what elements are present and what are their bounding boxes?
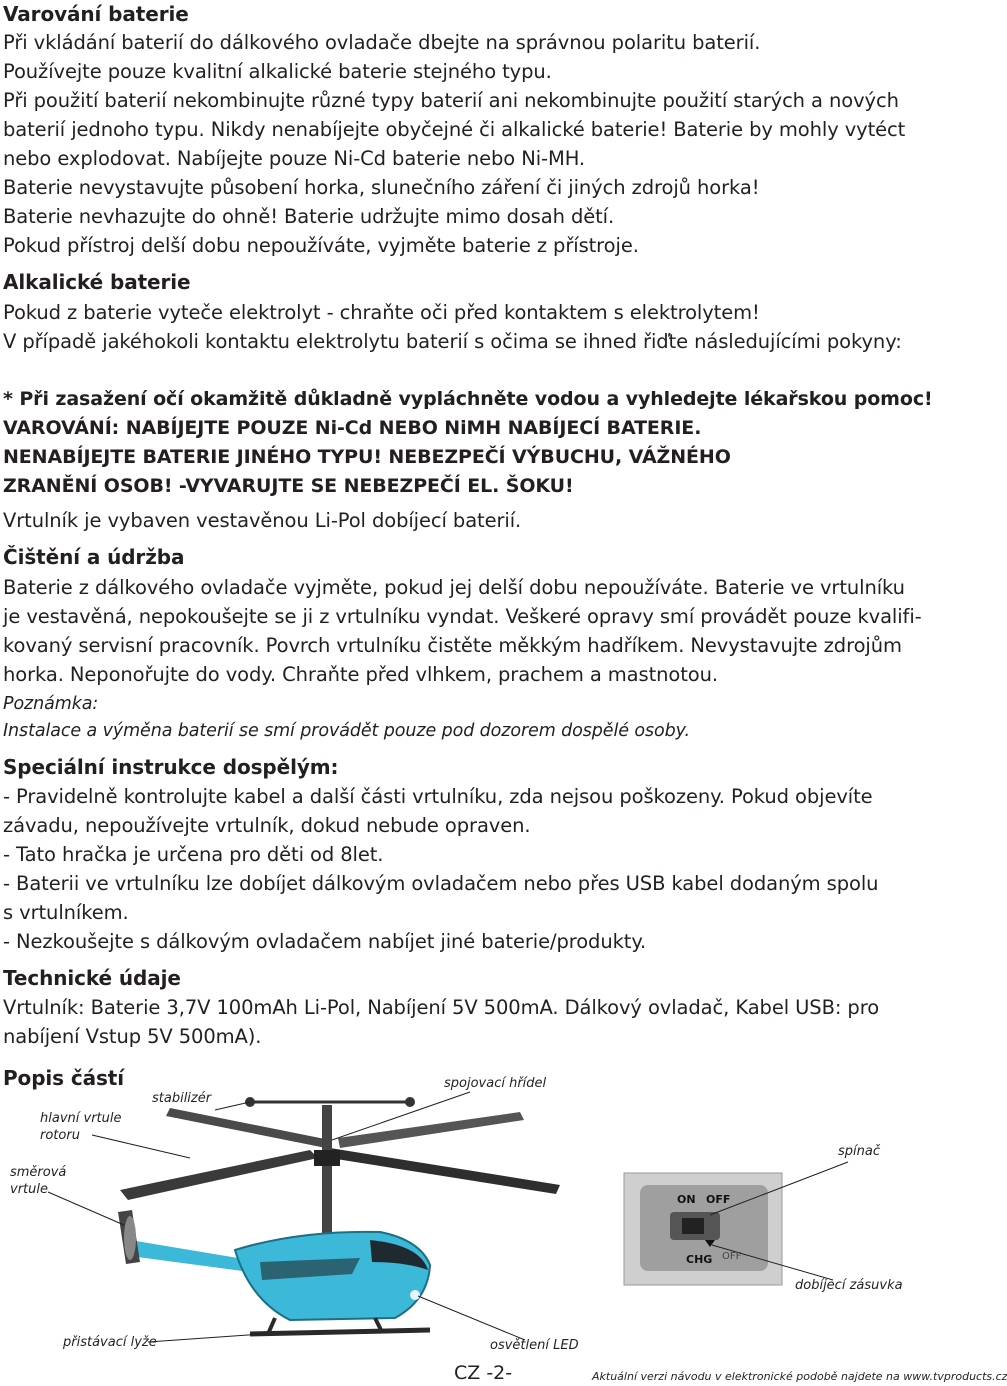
alkaline-heading: Alkalické baterie [3, 270, 191, 294]
warning-line: * Při zasažení očí okamžitě důkladně vypláchněte vodou a vyhledejte lékařskou pomoc! [3, 388, 933, 410]
text-line: Při použití baterií nekombinujte různé typy baterií ani nekombinujte použití starých a nových [3, 89, 899, 112]
text-line: - Nezkoušejte s dálkovým ovladačem nabíjet jiné baterie/produkty. [3, 930, 647, 953]
built-in-battery-text: Vrtulník je vybaven vestavěnou Li-Pol dobíjecí baterií. [3, 509, 522, 532]
text-line: - Pravidelně kontrolujte kabel a další části vrtulníku, zda nejsou poškozeny. Pokud objevíte [3, 785, 873, 808]
tech-heading: Technické údaje [3, 966, 181, 990]
switch-on-mark: ON [677, 1193, 696, 1206]
note-text: Instalace a výměna baterií se smí provádět pouze pod dozorem dospělé osoby. [3, 721, 690, 741]
parts-heading: Popis částí [3, 1066, 125, 1090]
text-line: Baterie nevystavujte působení horka, slunečního záření či jiných zdrojů horka! [3, 176, 760, 199]
switch-chg-mark: CHG [686, 1253, 713, 1266]
text-line: - Tato hračka je určena pro děti od 8let. [3, 843, 384, 866]
text-line: baterií jednoho typu. Nikdy nenabíjejte obyčejné či alkalické baterie! Baterie by mohly vytéct [3, 118, 906, 141]
cleaning-heading: Čištění a údržba [3, 545, 185, 569]
text-line: kovaný servisní pracovník. Povrch vrtulníku čistěte měkkým hadříkem. Nevystavujte zdrojům [3, 634, 902, 657]
warning-line: NENABÍJEJTE BATERIE JINÉHO TYPU! NEBEZPEČÍ VÝBUCHU, VÁŽNÉHO [3, 446, 731, 468]
label-stabilizer: stabilizér [152, 1091, 212, 1106]
text-line: Baterie nevhazujte do ohně! Baterie udržujte mimo dosah dětí. [3, 205, 615, 228]
battery-warning-heading: Varování baterie [3, 2, 189, 26]
label-skid: přistávací lyže [63, 1335, 157, 1350]
text-line: závadu, nepoužívejte vrtulník, dokud nebude opraven. [3, 814, 531, 837]
label-tail-rotor-2: vrtule [10, 1182, 48, 1197]
label-led: osvětlení LED [490, 1338, 579, 1353]
helicopter-image [118, 1097, 560, 1334]
switch-image [624, 1173, 782, 1285]
switch-off-mark: OFF [706, 1193, 731, 1206]
note-label: Poznámka: [3, 694, 99, 714]
text-line: nabíjení Vstup 5V 500mA). [3, 1025, 262, 1048]
text-line: horka. Neponořujte do vody. Chraňte před vlhkem, prachem a mastnotou. [3, 663, 718, 686]
text-line: je vestavěná, nepokoušejte se ji z vrtulníku vyndat. Veškeré opravy smí provádět pouze kvalifi- [3, 605, 922, 628]
text-line: nebo explodovat. Nabíjejte pouze Ni-Cd baterie nebo Ni-MH. [3, 147, 586, 170]
text-line: Používejte pouze kvalitní alkalické baterie stejného typu. [3, 60, 552, 83]
text-line: Při vkládání baterií do dálkového ovladače dbejte na správnou polaritu baterií. [3, 31, 761, 54]
label-main-rotor-2: rotoru [40, 1128, 80, 1143]
warning-line: VAROVÁNÍ: NABÍJEJTE POUZE Ni-Cd NEBO NiMH NABÍJECÍ BATERIE. [3, 417, 702, 439]
text-line: Baterie z dálkového ovladače vyjměte, pokud jej delší dobu nepoužíváte. Baterie ve vrtulníku [3, 576, 905, 599]
text-line: - Baterii ve vrtulníku lze dobíjet dálkovým ovladačem nebo přes USB kabel dodaným spolu [3, 872, 879, 895]
text-line: Vrtulník: Baterie 3,7V 100mAh Li-Pol, Nabíjení 5V 500mA. Dálkový ovladač, Kabel USB: pro [3, 996, 880, 1019]
label-shaft: spojovací hřídel [444, 1076, 547, 1091]
text-line: Pokud z baterie vyteče elektrolyt - chraňte oči před kontaktem s elektrolytem! [3, 301, 760, 324]
warning-line: ZRANĚNÍ OSOB! -VYVARUJTE SE NEBEZPEČÍ EL. ŠOKU! [3, 475, 574, 497]
adult-heading: Speciální instrukce dospělým: [3, 755, 339, 779]
label-tail-rotor: směrová [10, 1165, 67, 1180]
label-switch: spínač [838, 1144, 880, 1159]
footer-note: Aktuální verzi návodu v elektronické podobě najdete na www.tvproducts.cz [592, 1370, 1007, 1383]
page-number: CZ -2- [454, 1362, 513, 1384]
text-line: V případě jakéhokoli kontaktu elektrolytu baterií s očima se ihned řiďte následujícími pokyny: [3, 330, 902, 353]
switch-off2-mark: OFF [722, 1251, 742, 1262]
label-charge-socket: dobíjecí zásuvka [795, 1278, 903, 1293]
text-line: Pokud přístroj delší dobu nepoužíváte, vyjměte baterie z přístroje. [3, 234, 639, 257]
text-line: s vrtulníkem. [3, 901, 129, 924]
label-main-rotor: hlavní vrtule [40, 1111, 122, 1126]
